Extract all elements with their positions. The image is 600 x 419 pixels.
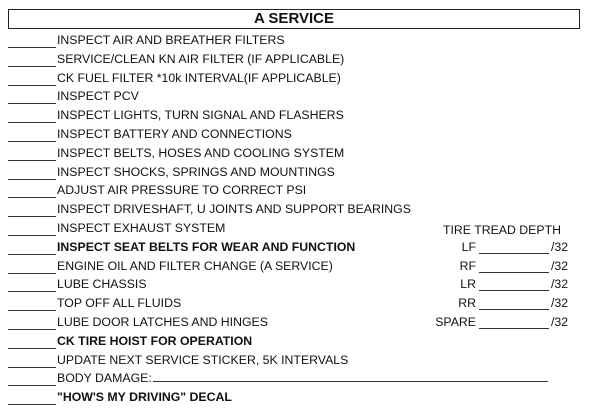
tire-depth-unit: /32 bbox=[551, 315, 569, 329]
checkbox-blank-line[interactable] bbox=[8, 160, 56, 161]
tire-depth-input-line[interactable] bbox=[479, 253, 549, 254]
tire-position-label: LF bbox=[461, 239, 476, 254]
checklist-item-label: INSPECT PCV bbox=[57, 89, 139, 104]
checklist-row bbox=[8, 163, 448, 181]
checkbox-blank-line[interactable] bbox=[8, 367, 56, 368]
checklist-item-label: INSPECT DRIVESHAFT, U JOINTS AND SUPPORT BEARINGS bbox=[57, 202, 411, 217]
checkbox-blank-line[interactable] bbox=[8, 141, 56, 142]
tire-tread-row bbox=[0, 294, 600, 312]
tire-tread-heading: TIRE TREAD DEPTH bbox=[443, 223, 561, 237]
checklist-row bbox=[8, 219, 448, 237]
checklist-item-label: LUBE CHASSIS bbox=[57, 277, 147, 292]
checklist-item-label: INSPECT SEAT BELTS FOR WEAR AND FUNCTION bbox=[57, 239, 356, 254]
checklist-row bbox=[8, 50, 448, 68]
checkbox-blank-line[interactable] bbox=[8, 66, 56, 67]
checkbox-blank-line[interactable] bbox=[8, 47, 56, 48]
checklist-item-label: INSPECT EXHAUST SYSTEM bbox=[57, 221, 226, 235]
checklist-row bbox=[8, 69, 448, 87]
checklist-item-label: SERVICE/CLEAN KN AIR FILTER (IF APPLICABLE) bbox=[57, 51, 345, 66]
section-title: A SERVICE bbox=[8, 9, 580, 29]
tire-position-label: LR bbox=[460, 277, 476, 292]
tire-depth-unit: /32 bbox=[551, 239, 569, 254]
checkbox-blank-line[interactable] bbox=[8, 216, 56, 217]
checkbox-blank-line[interactable] bbox=[8, 348, 56, 349]
tire-tread-row bbox=[0, 313, 600, 331]
tire-depth-unit: /32 bbox=[551, 277, 569, 292]
checklist-row bbox=[8, 369, 448, 387]
checkbox-blank-line[interactable] bbox=[8, 235, 56, 236]
tire-depth-input-line[interactable] bbox=[479, 272, 549, 273]
checkbox-blank-line[interactable] bbox=[8, 103, 56, 104]
tire-depth-input-line[interactable] bbox=[479, 309, 549, 310]
checklist-item-label: INSPECT BELTS, HOSES AND COOLING SYSTEM bbox=[57, 145, 345, 160]
checkbox-blank-line[interactable] bbox=[8, 179, 56, 180]
tire-position-label: RR bbox=[458, 296, 476, 311]
checklist-row bbox=[8, 332, 448, 350]
checklist-item-label: ADJUST AIR PRESSURE TO CORRECT PSI bbox=[57, 183, 307, 198]
checklist-row bbox=[8, 351, 448, 369]
checklist-row bbox=[8, 87, 448, 105]
checklist-item-label: INSPECT LIGHTS, TURN SIGNAL AND FLASHERS bbox=[57, 108, 344, 123]
checklist-item-label: TOP OFF ALL FLUIDS bbox=[57, 296, 182, 311]
checkbox-blank-line[interactable] bbox=[8, 122, 56, 123]
tire-depth-unit: /32 bbox=[551, 296, 569, 311]
checklist-item-label: CK FUEL FILTER *10k INTERVAL(IF APPLICABLE) bbox=[57, 70, 341, 85]
checkbox-blank-line[interactable] bbox=[8, 197, 56, 198]
tire-depth-input-line[interactable] bbox=[479, 290, 549, 291]
tire-tread-row bbox=[0, 238, 600, 256]
checklist-row bbox=[8, 31, 448, 49]
tire-tread-row bbox=[0, 275, 600, 293]
checklist-item-label: LUBE DOOR LATCHES AND HINGES bbox=[57, 315, 268, 329]
checklist-row bbox=[8, 106, 448, 124]
checklist-item-label: CK TIRE HOIST FOR OPERATION bbox=[57, 333, 253, 348]
tire-tread-row bbox=[0, 257, 600, 275]
checklist-row bbox=[8, 144, 448, 162]
checkbox-blank-line[interactable] bbox=[8, 404, 56, 405]
body-damage-write-line[interactable] bbox=[153, 370, 548, 382]
checklist-item-label: "HOW'S MY DRIVING" DECAL bbox=[57, 390, 232, 405]
checklist-item-label: INSPECT BATTERY AND CONNECTIONS bbox=[57, 127, 292, 141]
checkbox-blank-line[interactable] bbox=[8, 85, 56, 86]
checklist-row bbox=[8, 125, 448, 143]
checkbox-blank-line[interactable] bbox=[8, 385, 56, 386]
checklist-item-label: ENGINE OIL AND FILTER CHANGE (A SERVICE) bbox=[57, 258, 333, 273]
tire-position-label: RF bbox=[459, 258, 476, 273]
tire-position-label: SPARE bbox=[435, 315, 476, 329]
checklist-item-label: INSPECT SHOCKS, SPRINGS AND MOUNTINGS bbox=[57, 164, 335, 179]
checklist-item-label: UPDATE NEXT SERVICE STICKER, 5K INTERVALS bbox=[57, 352, 349, 367]
checklist-item-label: INSPECT AIR AND BREATHER FILTERS bbox=[57, 33, 285, 47]
checklist-row bbox=[8, 388, 448, 406]
tire-depth-unit: /32 bbox=[551, 258, 569, 273]
checklist-row bbox=[8, 200, 448, 218]
tire-depth-input-line[interactable] bbox=[479, 328, 549, 329]
checklist-row bbox=[8, 181, 448, 199]
checklist-item-label: BODY DAMAGE: bbox=[57, 369, 548, 387]
